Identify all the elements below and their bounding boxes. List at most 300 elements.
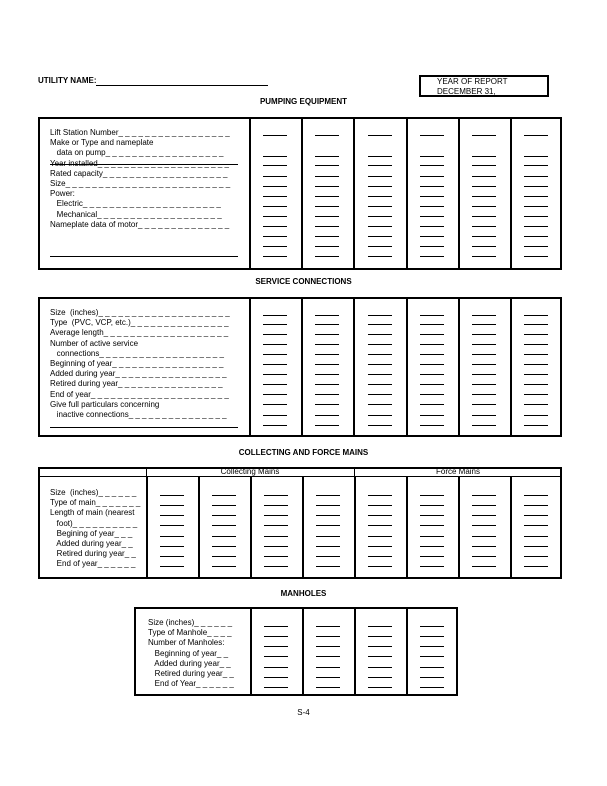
entry-blank[interactable] — [420, 165, 444, 166]
entry-blank[interactable] — [212, 536, 236, 537]
entry-blank[interactable] — [472, 556, 496, 557]
entry-blank[interactable] — [472, 206, 496, 207]
entry-blank[interactable] — [472, 536, 496, 537]
entry-blank[interactable] — [263, 256, 287, 257]
entry-blank[interactable] — [368, 525, 392, 526]
entry-blank[interactable] — [524, 186, 548, 187]
column-divider — [302, 476, 304, 579]
column-divider — [406, 476, 408, 579]
entry-blank[interactable] — [263, 404, 287, 405]
row-label: Retired during year_ _ — [148, 669, 234, 678]
entry-blank[interactable] — [524, 536, 548, 537]
entry-blank[interactable] — [160, 525, 184, 526]
entry-blank[interactable] — [472, 384, 496, 385]
entry-blank[interactable] — [472, 236, 496, 237]
entry-blank[interactable] — [368, 546, 392, 547]
entry-blank[interactable] — [263, 135, 287, 136]
year-of-report-value: DECEMBER 31, — [437, 87, 496, 96]
entry-blank[interactable] — [264, 495, 288, 496]
row-label: Size (inches)_ _ _ _ _ _ _ _ _ _ _ _ _ _ _ _ _ _ _ _ — [50, 308, 230, 317]
row-label: End of year_ _ _ _ _ _ _ _ _ _ _ _ _ _ _ _ _ _ _ _ _ — [50, 389, 229, 399]
entry-blank[interactable] — [316, 566, 340, 567]
entry-blank[interactable] — [368, 425, 392, 426]
entry-blank[interactable] — [315, 246, 339, 247]
entry-blank[interactable] — [316, 505, 340, 506]
pump-blank-line — [50, 164, 238, 165]
entry-blank[interactable] — [212, 515, 236, 516]
entry-blank[interactable] — [524, 495, 548, 496]
force-mains-label: Force Mains — [435, 467, 480, 476]
row-label: Retired during year_ _ — [50, 549, 136, 559]
entry-blank[interactable] — [420, 425, 444, 426]
entry-blank[interactable] — [524, 374, 548, 375]
entry-blank[interactable] — [472, 374, 496, 375]
entry-blank[interactable] — [420, 186, 444, 187]
entry-blank[interactable] — [524, 135, 548, 136]
entry-blank[interactable] — [368, 515, 392, 516]
row-label: Retired during year_ _ _ _ _ _ _ _ _ _ _ _ _ _ _ _ — [50, 379, 223, 389]
entry-blank[interactable] — [212, 546, 236, 547]
entry-blank[interactable] — [420, 687, 444, 688]
entry-blank[interactable] — [368, 536, 392, 537]
entry-blank[interactable] — [420, 226, 444, 227]
entry-blank[interactable] — [472, 364, 496, 365]
entry-blank[interactable] — [420, 334, 444, 335]
row-label: Power: — [50, 189, 75, 199]
entry-blank[interactable] — [264, 536, 288, 537]
column-divider — [406, 607, 408, 696]
entry-blank[interactable] — [316, 687, 340, 688]
entry-blank[interactable] — [524, 515, 548, 516]
entry-blank[interactable] — [316, 556, 340, 557]
entry-blank[interactable] — [368, 256, 392, 257]
row-label: End of year_ _ _ _ _ _ — [50, 559, 136, 569]
entry-blank[interactable] — [264, 687, 288, 688]
entry-blank[interactable] — [263, 196, 287, 197]
service-blank-line — [50, 427, 238, 428]
row-label: Beginning of year_ _ _ _ _ _ _ _ _ _ _ _ _ _ _ _ _ — [50, 359, 224, 368]
entry-blank[interactable] — [420, 176, 444, 177]
entry-blank[interactable] — [368, 135, 392, 136]
entry-blank[interactable] — [524, 415, 548, 416]
entry-blank[interactable] — [368, 646, 392, 647]
entry-blank[interactable] — [420, 566, 444, 567]
entry-blank[interactable] — [368, 344, 392, 345]
entry-blank[interactable] — [472, 196, 496, 197]
entry-blank[interactable] — [524, 546, 548, 547]
entry-blank[interactable] — [420, 404, 444, 405]
entry-blank[interactable] — [368, 505, 392, 506]
column-divider — [301, 297, 303, 437]
entry-blank[interactable] — [316, 546, 340, 547]
mains-title: COLLECTING AND FORCE MAINS — [238, 448, 369, 457]
entry-blank[interactable] — [524, 556, 548, 557]
entry-blank[interactable] — [368, 556, 392, 557]
entry-blank[interactable] — [420, 364, 444, 365]
column-divider — [146, 476, 148, 579]
entry-blank[interactable] — [420, 515, 444, 516]
entry-blank[interactable] — [420, 324, 444, 325]
row-label: Number of Manholes: — [148, 638, 225, 648]
entry-blank[interactable] — [264, 646, 288, 647]
entry-blank[interactable] — [420, 394, 444, 395]
entry-blank[interactable] — [315, 165, 339, 166]
entry-blank[interactable] — [368, 495, 392, 496]
entry-blank[interactable] — [160, 566, 184, 567]
row-label: Length of main (nearest — [50, 508, 135, 518]
column-divider — [458, 476, 460, 579]
entry-blank[interactable] — [472, 324, 496, 325]
entry-blank[interactable] — [472, 344, 496, 345]
entry-blank[interactable] — [263, 246, 287, 247]
entry-blank[interactable] — [263, 334, 287, 335]
entry-blank[interactable] — [472, 156, 496, 157]
manholes-title: MANHOLES — [280, 589, 327, 598]
entry-blank[interactable] — [264, 556, 288, 557]
entry-blank[interactable] — [472, 315, 496, 316]
row-label: Begining of year_ _ _ — [50, 528, 133, 538]
entry-blank[interactable] — [472, 404, 496, 405]
entry-blank[interactable] — [368, 186, 392, 187]
entry-blank[interactable] — [212, 556, 236, 557]
pump-blank-line — [50, 256, 238, 257]
entry-blank[interactable] — [368, 384, 392, 385]
entry-blank[interactable] — [472, 354, 496, 355]
entry-blank[interactable] — [472, 226, 496, 227]
column-divider — [353, 117, 355, 270]
entry-blank[interactable] — [420, 246, 444, 247]
entry-blank[interactable] — [524, 196, 548, 197]
entry-blank[interactable] — [368, 165, 392, 166]
entry-blank[interactable] — [316, 677, 340, 678]
entry-blank[interactable] — [263, 176, 287, 177]
entry-blank[interactable] — [368, 415, 392, 416]
entry-blank[interactable] — [368, 354, 392, 355]
entry-blank[interactable] — [368, 656, 392, 657]
entry-blank[interactable] — [315, 216, 339, 217]
entry-blank[interactable] — [368, 404, 392, 405]
entry-blank[interactable] — [420, 196, 444, 197]
entry-blank[interactable] — [264, 667, 288, 668]
entry-blank[interactable] — [263, 394, 287, 395]
entry-blank[interactable] — [316, 656, 340, 657]
row-label: Added during year_ _ — [148, 658, 231, 668]
entry-blank[interactable] — [524, 566, 548, 567]
entry-blank[interactable] — [472, 415, 496, 416]
entry-blank[interactable] — [420, 546, 444, 547]
entry-blank[interactable] — [368, 216, 392, 217]
row-label: Give full particulars concerning — [50, 399, 160, 409]
column-divider — [510, 476, 512, 579]
column-divider — [510, 117, 512, 270]
entry-blank[interactable] — [524, 344, 548, 345]
entry-blank[interactable] — [263, 156, 287, 157]
entry-blank[interactable] — [420, 206, 444, 207]
column-divider — [458, 297, 460, 437]
row-label: Nameplate data of motor_ _ _ _ _ _ _ _ _ _ _ _ _ _ — [50, 219, 230, 229]
entry-blank[interactable] — [368, 687, 392, 688]
entry-blank[interactable] — [160, 536, 184, 537]
entry-blank[interactable] — [315, 364, 339, 365]
entry-blank[interactable] — [420, 495, 444, 496]
column-divider — [249, 117, 251, 270]
entry-blank[interactable] — [472, 334, 496, 335]
entry-blank[interactable] — [524, 206, 548, 207]
entry-blank[interactable] — [264, 636, 288, 637]
entry-blank[interactable] — [420, 646, 444, 647]
row-label: Year installed_ _ _ _ _ _ _ _ _ _ _ _ _ _ _ _ _ _ _ _ — [50, 158, 229, 168]
entry-blank[interactable] — [263, 236, 287, 237]
row-label: End of Year_ _ _ _ _ _ — [148, 679, 234, 689]
entry-blank[interactable] — [420, 556, 444, 557]
row-label: Added during year_ _ _ _ _ _ _ _ _ _ _ _ _ _ _ _ _ — [50, 369, 227, 379]
entry-blank[interactable] — [472, 186, 496, 187]
entry-blank[interactable] — [315, 394, 339, 395]
entry-blank[interactable] — [263, 206, 287, 207]
entry-blank[interactable] — [263, 344, 287, 345]
entry-blank[interactable] — [160, 556, 184, 557]
entry-blank[interactable] — [212, 525, 236, 526]
entry-blank[interactable] — [212, 566, 236, 567]
row-label: connections_ _ _ _ _ _ _ _ _ _ _ _ _ _ _ _ _ _ _ — [50, 348, 224, 358]
entry-blank[interactable] — [315, 135, 339, 136]
entry-blank[interactable] — [368, 677, 392, 678]
entry-blank[interactable] — [315, 256, 339, 257]
entry-blank[interactable] — [368, 246, 392, 247]
entry-blank[interactable] — [368, 324, 392, 325]
column-divider — [354, 476, 356, 579]
entry-blank[interactable] — [524, 256, 548, 257]
entry-blank[interactable] — [264, 515, 288, 516]
entry-blank[interactable] — [315, 344, 339, 345]
entry-blank[interactable] — [420, 667, 444, 668]
utility-name-label: UTILITY NAME: — [38, 76, 97, 85]
entry-blank[interactable] — [472, 256, 496, 257]
entry-blank[interactable] — [368, 156, 392, 157]
entry-blank[interactable] — [524, 334, 548, 335]
entry-blank[interactable] — [472, 425, 496, 426]
entry-blank[interactable] — [368, 315, 392, 316]
entry-blank[interactable] — [316, 667, 340, 668]
entry-blank[interactable] — [472, 515, 496, 516]
entry-blank[interactable] — [524, 246, 548, 247]
row-label: Average length_ _ _ _ _ _ _ _ _ _ _ _ _ _ _ _ _ _ _ — [50, 328, 229, 338]
entry-blank[interactable] — [264, 505, 288, 506]
row-label: foot)_ _ _ _ _ _ _ _ _ _ — [50, 518, 138, 528]
entry-blank[interactable] — [524, 216, 548, 217]
entry-blank[interactable] — [315, 206, 339, 207]
column-divider — [406, 117, 408, 270]
entry-blank[interactable] — [420, 236, 444, 237]
entry-blank[interactable] — [524, 324, 548, 325]
entry-blank[interactable] — [368, 566, 392, 567]
entry-blank[interactable] — [420, 415, 444, 416]
row-label: Size_ _ _ _ _ _ _ _ _ _ _ _ _ _ _ _ _ _ _ _ _ _ _ _ _ — [50, 179, 231, 188]
entry-blank[interactable] — [315, 425, 339, 426]
entry-blank[interactable] — [263, 315, 287, 316]
entry-blank[interactable] — [420, 344, 444, 345]
entry-blank[interactable] — [472, 566, 496, 567]
entry-blank[interactable] — [524, 176, 548, 177]
entry-blank[interactable] — [264, 626, 288, 627]
row-label: Mechanical_ _ _ _ _ _ _ _ _ _ _ _ _ _ _ _ _ _ _ — [50, 209, 222, 219]
entry-blank[interactable] — [368, 196, 392, 197]
row-label: Make or Type and nameplate — [50, 138, 154, 148]
entry-blank[interactable] — [420, 315, 444, 316]
entry-blank[interactable] — [368, 636, 392, 637]
page-number: S-4 — [297, 708, 310, 717]
column-divider — [353, 297, 355, 437]
entry-blank[interactable] — [368, 394, 392, 395]
entry-blank[interactable] — [264, 677, 288, 678]
utility-name-line[interactable] — [96, 85, 268, 86]
entry-blank[interactable] — [160, 546, 184, 547]
entry-blank[interactable] — [472, 546, 496, 547]
entry-blank[interactable] — [524, 354, 548, 355]
entry-blank[interactable] — [316, 636, 340, 637]
entry-blank[interactable] — [315, 176, 339, 177]
entry-blank[interactable] — [524, 156, 548, 157]
entry-blank[interactable] — [315, 334, 339, 335]
entry-blank[interactable] — [212, 495, 236, 496]
entry-blank[interactable] — [263, 415, 287, 416]
column-divider — [198, 476, 200, 579]
entry-blank[interactable] — [368, 364, 392, 365]
entry-blank[interactable] — [524, 394, 548, 395]
entry-blank[interactable] — [315, 315, 339, 316]
entry-blank[interactable] — [263, 186, 287, 187]
entry-blank[interactable] — [315, 186, 339, 187]
entry-blank[interactable] — [524, 384, 548, 385]
entry-blank[interactable] — [316, 515, 340, 516]
entry-blank[interactable] — [316, 495, 340, 496]
column-divider — [301, 117, 303, 270]
row-label: Rated capacity_ _ _ _ _ _ _ _ _ _ _ _ _ _ _ _ _ _ _ — [50, 168, 228, 178]
entry-blank[interactable] — [212, 505, 236, 506]
entry-blank[interactable] — [263, 425, 287, 426]
entry-blank[interactable] — [263, 226, 287, 227]
entry-blank[interactable] — [316, 525, 340, 526]
entry-blank[interactable] — [472, 216, 496, 217]
entry-blank[interactable] — [368, 206, 392, 207]
entry-blank[interactable] — [420, 505, 444, 506]
entry-blank[interactable] — [524, 425, 548, 426]
entry-blank[interactable] — [524, 226, 548, 227]
entry-blank[interactable] — [315, 196, 339, 197]
entry-blank[interactable] — [420, 135, 444, 136]
entry-blank[interactable] — [316, 536, 340, 537]
entry-blank[interactable] — [472, 176, 496, 177]
entry-blank[interactable] — [264, 546, 288, 547]
entry-blank[interactable] — [472, 505, 496, 506]
entry-blank[interactable] — [524, 165, 548, 166]
entry-blank[interactable] — [263, 216, 287, 217]
entry-blank[interactable] — [472, 394, 496, 395]
entry-blank[interactable] — [368, 626, 392, 627]
entry-blank[interactable] — [472, 165, 496, 166]
entry-blank[interactable] — [316, 626, 340, 627]
entry-blank[interactable] — [160, 505, 184, 506]
entry-blank[interactable] — [420, 536, 444, 537]
entry-blank[interactable] — [264, 525, 288, 526]
entry-blank[interactable] — [420, 256, 444, 257]
column-divider — [302, 607, 304, 696]
entry-blank[interactable] — [472, 495, 496, 496]
entry-blank[interactable] — [420, 636, 444, 637]
row-label: data on pump_ _ _ _ _ _ _ _ _ _ _ _ _ _ _ _ _ _ — [50, 148, 224, 158]
entry-blank[interactable] — [368, 374, 392, 375]
entry-blank[interactable] — [315, 236, 339, 237]
entry-blank[interactable] — [420, 216, 444, 217]
entry-blank[interactable] — [420, 384, 444, 385]
entry-blank[interactable] — [160, 515, 184, 516]
entry-blank[interactable] — [264, 656, 288, 657]
entry-blank[interactable] — [420, 374, 444, 375]
entry-blank[interactable] — [420, 525, 444, 526]
column-divider — [250, 607, 252, 696]
entry-blank[interactable] — [263, 374, 287, 375]
column-divider — [354, 607, 356, 696]
column-divider — [510, 297, 512, 437]
entry-blank[interactable] — [420, 626, 444, 627]
entry-blank[interactable] — [316, 646, 340, 647]
entry-blank[interactable] — [472, 525, 496, 526]
entry-blank[interactable] — [315, 374, 339, 375]
entry-blank[interactable] — [263, 364, 287, 365]
row-label: Electric_ _ _ _ _ _ _ _ _ _ _ _ _ _ _ _ _ _ _ _ _ — [50, 199, 221, 209]
entry-blank[interactable] — [263, 384, 287, 385]
collecting-mains-label: Collecting Mains — [220, 467, 280, 476]
entry-blank[interactable] — [160, 495, 184, 496]
entry-blank[interactable] — [315, 384, 339, 385]
entry-blank[interactable] — [524, 525, 548, 526]
entry-blank[interactable] — [368, 667, 392, 668]
entry-blank[interactable] — [315, 415, 339, 416]
entry-blank[interactable] — [472, 246, 496, 247]
row-label: Lift Station Number_ _ _ _ _ _ _ _ _ _ _ _ _ _ _ _ _ — [50, 128, 230, 137]
row-label: Number of active service — [50, 338, 139, 348]
entry-blank[interactable] — [315, 226, 339, 227]
entry-blank[interactable] — [524, 315, 548, 316]
row-label: Type (PVC, VCP, etc.)_ _ _ _ _ _ _ _ _ _ _ _ _ _ _ — [50, 318, 229, 328]
entry-blank[interactable] — [263, 165, 287, 166]
entry-blank[interactable] — [524, 404, 548, 405]
entry-blank[interactable] — [315, 354, 339, 355]
entry-blank[interactable] — [420, 354, 444, 355]
entry-blank[interactable] — [315, 156, 339, 157]
entry-blank[interactable] — [368, 226, 392, 227]
entry-blank[interactable] — [315, 404, 339, 405]
entry-blank[interactable] — [264, 566, 288, 567]
entry-blank[interactable] — [420, 656, 444, 657]
entry-blank[interactable] — [263, 354, 287, 355]
entry-blank[interactable] — [368, 334, 392, 335]
entry-blank[interactable] — [368, 236, 392, 237]
column-divider — [458, 117, 460, 270]
row-label: Size (inches)_ _ _ _ _ _ — [148, 618, 233, 627]
column-divider — [249, 297, 251, 437]
entry-blank[interactable] — [368, 176, 392, 177]
column-divider — [250, 476, 252, 579]
entry-blank[interactable] — [263, 324, 287, 325]
entry-blank[interactable] — [472, 135, 496, 136]
entry-blank[interactable] — [420, 156, 444, 157]
entry-blank[interactable] — [315, 324, 339, 325]
entry-blank[interactable] — [524, 364, 548, 365]
entry-blank[interactable] — [524, 505, 548, 506]
entry-blank[interactable] — [420, 677, 444, 678]
entry-blank[interactable] — [524, 236, 548, 237]
